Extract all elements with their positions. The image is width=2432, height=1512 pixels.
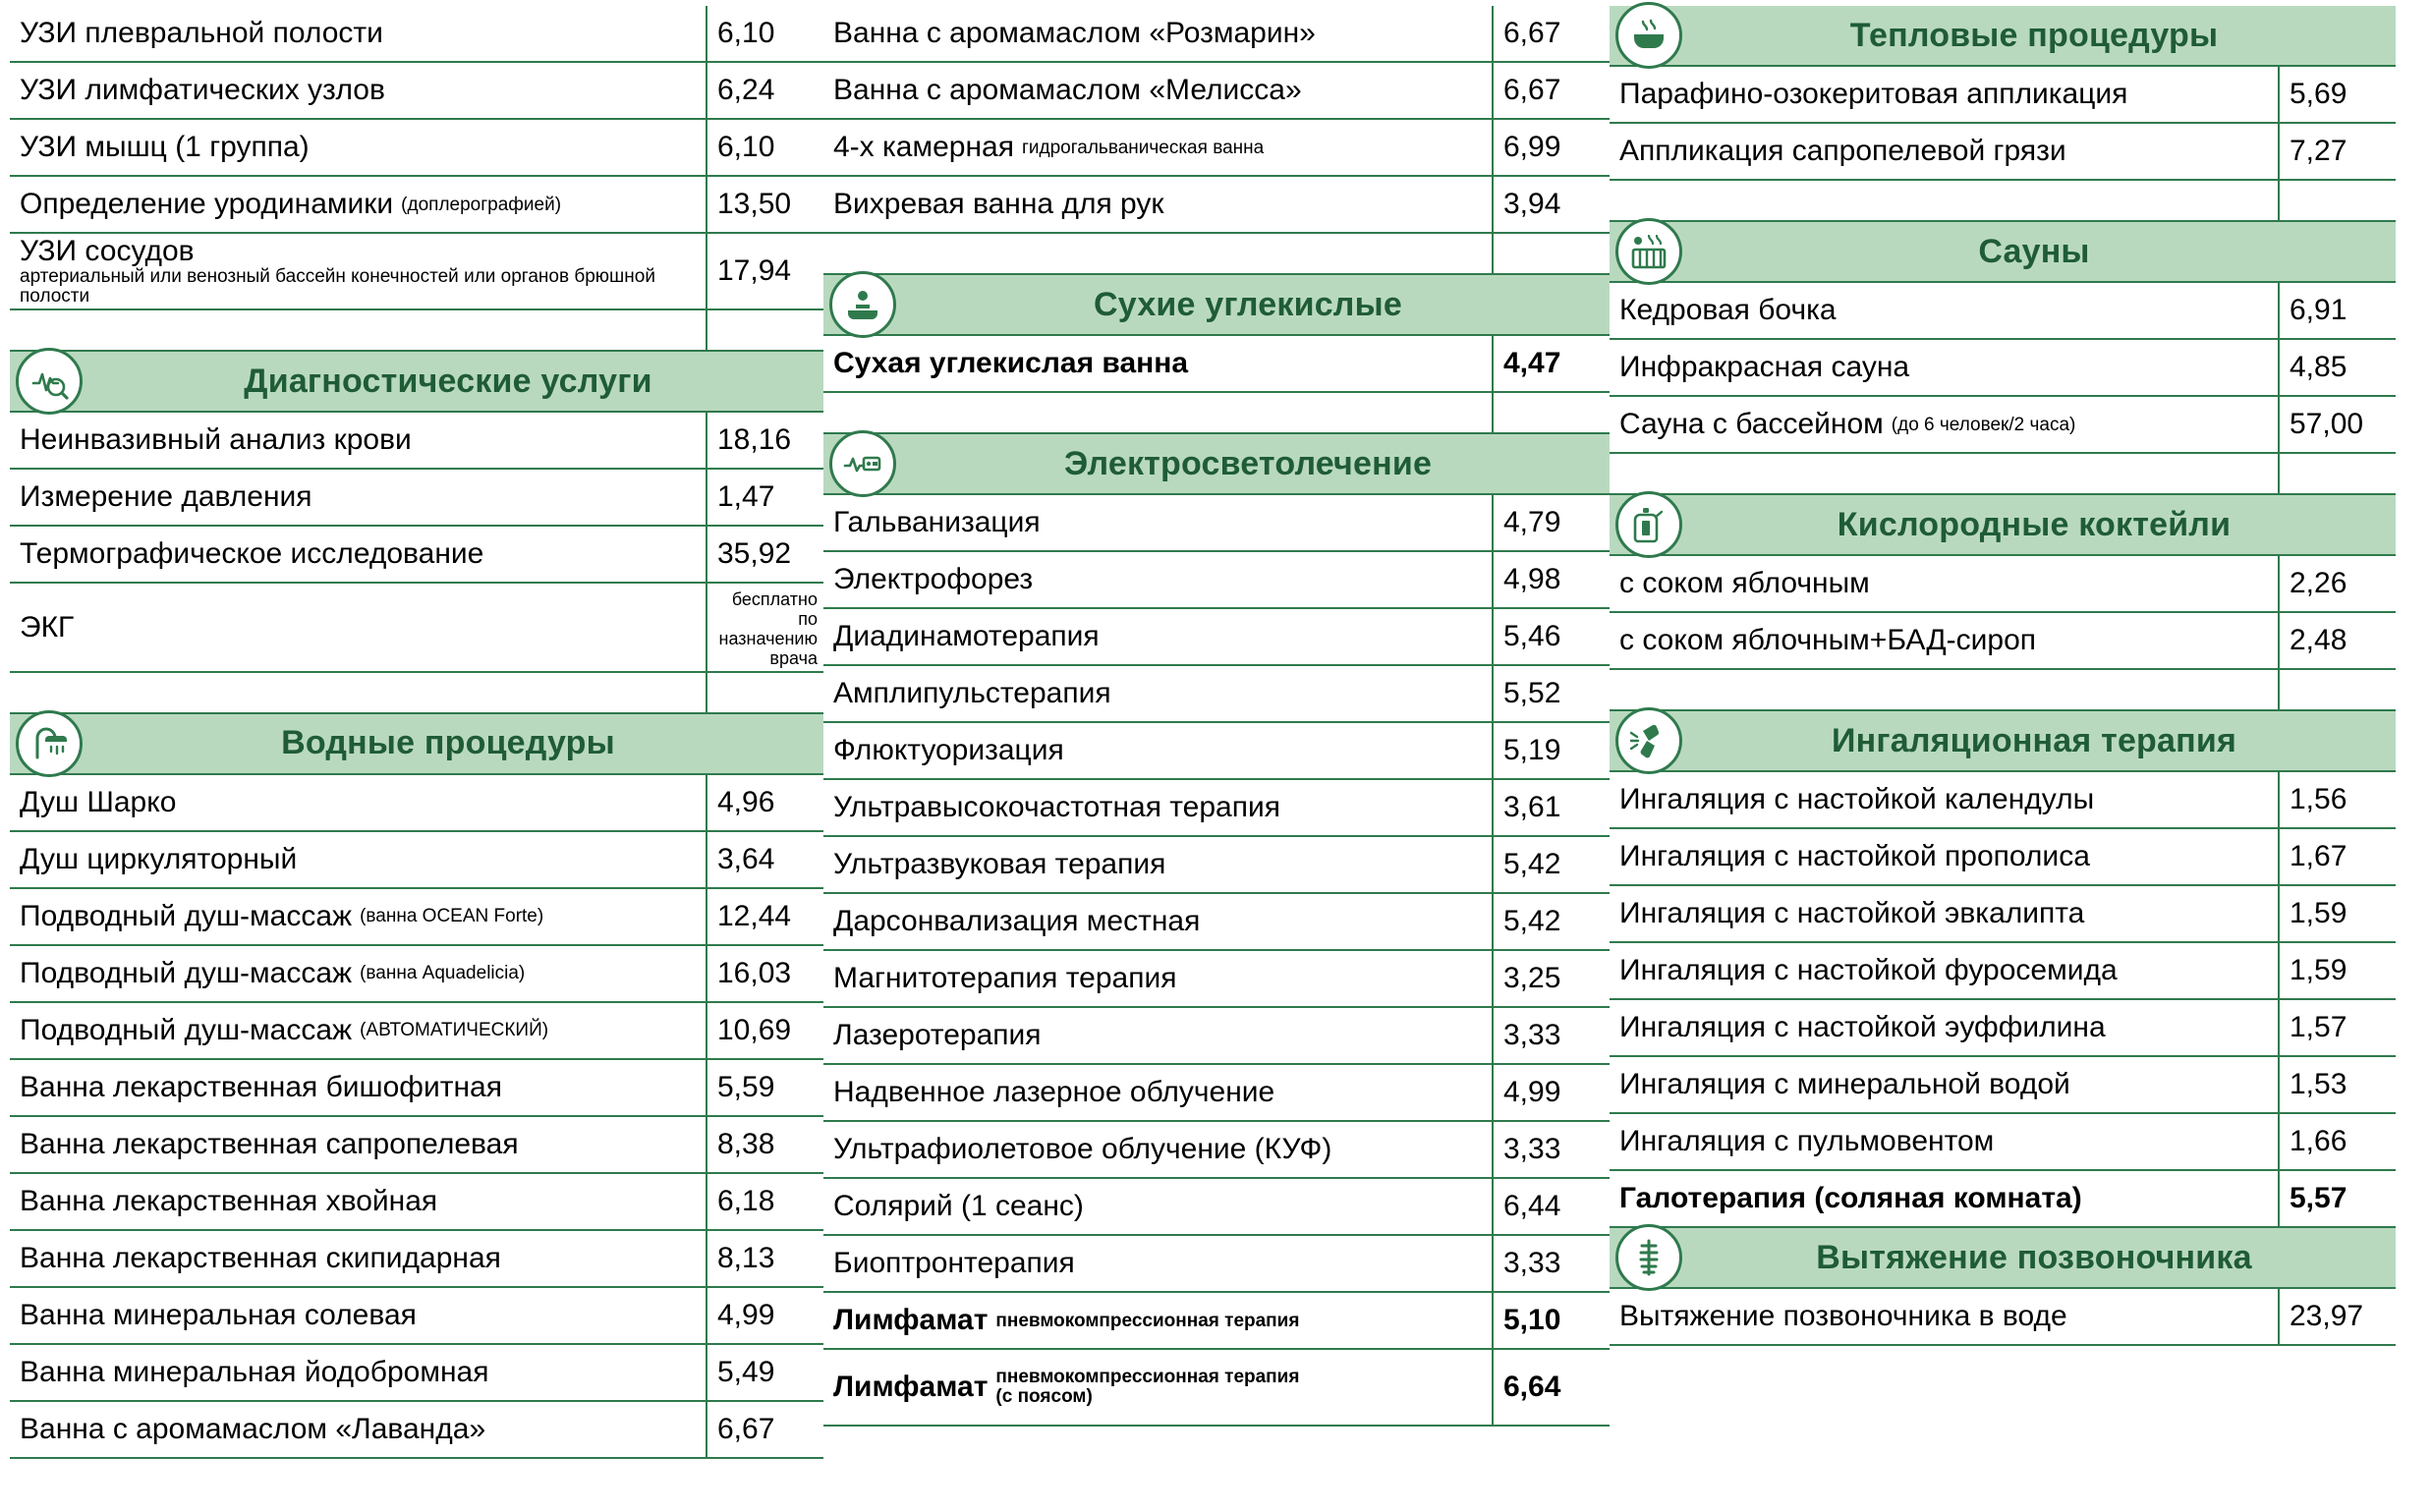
electro-icon: [829, 430, 896, 497]
section-header: [10, 714, 823, 775]
service-name: Парафино-озокеритовая аппликация: [1610, 67, 2280, 122]
service-price: 5,42: [1503, 848, 1561, 880]
price-row: [1610, 67, 2396, 124]
price-row: [10, 1174, 823, 1231]
price-row: [823, 894, 1610, 951]
service-price: 4,98: [1503, 563, 1561, 595]
spacer-row: [10, 673, 823, 714]
section-title: Кислородные коктейли: [1837, 505, 2232, 543]
service-price: 4,99: [717, 1298, 775, 1331]
price-row: [823, 1179, 1610, 1236]
service-name: [1610, 670, 2280, 709]
service-name: Дарсонвализация местная: [823, 894, 1494, 949]
price-row: [1610, 1114, 2396, 1171]
price-row: [10, 775, 823, 832]
service-name: Подводный душ-массаж (АВТОМАТИЧЕСКИЙ): [10, 1003, 707, 1058]
spacer-row: [1610, 670, 2396, 711]
service-price: 2,48: [2290, 624, 2347, 656]
service-name: 4-х камерная гидрогальваническая ванна: [823, 120, 1494, 175]
section-header: [1610, 711, 2396, 772]
service-name: Галотерапия (соляная комната): [1610, 1171, 2280, 1226]
price-row: [10, 1003, 823, 1060]
price-row: [10, 120, 823, 177]
service-name: Амплипульстерапия: [823, 666, 1494, 721]
price-row: [10, 6, 823, 63]
price-column-1: [10, 6, 823, 1459]
price-row: [10, 177, 823, 234]
price-row: [823, 1122, 1610, 1179]
spacer-row: [10, 310, 823, 352]
price-row: [1610, 613, 2396, 670]
service-price: 1,53: [2290, 1068, 2347, 1100]
dry-bath-icon: [829, 271, 896, 338]
price-row: [10, 527, 823, 584]
price-row: [1610, 829, 2396, 886]
service-name: Инфракрасная сауна: [1610, 340, 2280, 395]
service-price: 3,94: [1503, 188, 1561, 220]
service-price: 10,69: [717, 1013, 792, 1046]
service-price: 6,64: [1503, 1371, 1561, 1403]
service-price: [1494, 393, 1610, 432]
service-name: Ванна лекарственная скипидарная: [10, 1231, 707, 1286]
service-name: Ингаляция с настойкой прополиса: [1610, 829, 2280, 884]
price-row: [1610, 397, 2396, 454]
spacer-row: [823, 393, 1610, 434]
service-name: Лимфамат пневмокомпрессионная терапия (с поясом): [823, 1350, 1494, 1425]
service-price: 6,18: [717, 1184, 775, 1217]
service-price: 6,67: [1503, 17, 1561, 49]
service-name: Солярий (1 сеанс): [823, 1179, 1494, 1234]
price-row: [1610, 283, 2396, 340]
service-price: 1,66: [2290, 1125, 2347, 1157]
service-price: 4,47: [1503, 347, 1561, 379]
heat-icon: [1615, 2, 1682, 69]
price-row: [10, 470, 823, 527]
price-row: [823, 1350, 1610, 1427]
service-price: 8,38: [717, 1127, 775, 1160]
section-header: [1610, 6, 2396, 67]
service-price: [1494, 234, 1610, 273]
service-price: 6,67: [717, 1412, 775, 1445]
service-name: Измерение давления: [10, 470, 707, 525]
service-name: Ингаляция с настойкой эвкалипта: [1610, 886, 2280, 941]
service-price: 3,33: [1503, 1019, 1561, 1051]
service-name: [823, 393, 1494, 432]
service-price: 3,33: [1503, 1247, 1561, 1279]
price-row: [823, 495, 1610, 552]
service-price: [707, 673, 823, 712]
service-price: 35,92: [717, 537, 792, 570]
price-row: [1610, 1057, 2396, 1114]
service-price: 6,44: [1503, 1190, 1561, 1222]
service-name: Ингаляция с пульмовентом: [1610, 1114, 2280, 1169]
price-row: [823, 1065, 1610, 1122]
price-row: [10, 1231, 823, 1288]
price-row: [823, 177, 1610, 234]
price-row: [1610, 1289, 2396, 1346]
price-row: [823, 1236, 1610, 1293]
spacer-row: [823, 234, 1610, 275]
price-row: [1610, 340, 2396, 397]
section-header: [823, 434, 1610, 495]
service-price: [2280, 181, 2396, 220]
service-name: Подводный душ-массаж (ванна OCEAN Forte): [10, 889, 707, 944]
section-header: [1610, 222, 2396, 283]
service-name: УЗИ плевральной полости: [10, 6, 707, 61]
service-name: Ванна минеральная солевая: [10, 1288, 707, 1343]
service-name: УЗИ мышц (1 группа): [10, 120, 707, 175]
shower-icon: [16, 710, 83, 777]
price-row: [823, 336, 1610, 393]
price-row: [10, 63, 823, 120]
service-name: Надвенное лазерное облучение: [823, 1065, 1494, 1120]
service-price: 4,85: [2290, 351, 2347, 383]
service-name: Душ циркуляторный: [10, 832, 707, 887]
oxygen-icon: [1615, 491, 1682, 558]
price-row: [823, 1293, 1610, 1350]
price-row: [10, 1117, 823, 1174]
price-row: [10, 889, 823, 946]
price-row: [10, 1060, 823, 1117]
service-price: 18,16: [717, 423, 792, 456]
spacer-row: [1610, 454, 2396, 495]
service-name: Сухая углекислая ванна: [823, 336, 1494, 391]
service-name: Ванна с аромамаслом «Мелисса»: [823, 63, 1494, 118]
service-name: [823, 234, 1494, 273]
price-row: [823, 723, 1610, 780]
service-name: Ингаляция с настойкой эуффилина: [1610, 1000, 2280, 1055]
service-name: [10, 673, 707, 712]
section-title: Электросветолечение: [1063, 444, 1433, 482]
inhaler-icon: [1615, 707, 1682, 774]
service-price: 6,24: [717, 74, 775, 106]
service-name: [1610, 454, 2280, 493]
price-row: [823, 6, 1610, 63]
price-row: [823, 666, 1610, 723]
service-price: 7,27: [2290, 135, 2347, 167]
price-column-2: [823, 6, 1610, 1427]
service-name: [10, 310, 707, 350]
service-name: УЗИ лимфатических узлов: [10, 63, 707, 118]
service-price: 5,42: [1503, 905, 1561, 937]
price-row: [823, 120, 1610, 177]
price-row: [1610, 124, 2396, 181]
service-price: 1,47: [717, 480, 775, 513]
service-name: Ванна лекарственная хвойная: [10, 1174, 707, 1229]
service-price: 3,25: [1503, 962, 1561, 994]
service-price: 3,61: [1503, 791, 1561, 823]
service-price: 6,67: [1503, 74, 1561, 106]
service-price: 1,56: [2290, 783, 2347, 815]
service-name: Ванна с аромамаслом «Розмарин»: [823, 6, 1494, 61]
service-price: 16,03: [717, 956, 792, 989]
service-name: Термографическое исследование: [10, 527, 707, 582]
service-name: Ванна с аромамаслом «Лаванда»: [10, 1402, 707, 1457]
service-price: 5,19: [1503, 734, 1561, 766]
price-row: [10, 234, 823, 310]
service-name: Ванна лекарственная бишофитная: [10, 1060, 707, 1115]
service-name: УЗИ сосудов артериальный или венозный бассейн конечностей или органов брюшной полости: [10, 234, 707, 308]
service-price: 13,50: [717, 188, 792, 220]
price-row: [10, 832, 823, 889]
section-title: Водные процедуры: [281, 724, 615, 762]
service-name: Диадинамотерапия: [823, 609, 1494, 664]
service-price: [2280, 670, 2396, 709]
price-columns: [10, 6, 2422, 1512]
service-name: Ультравысокочастотная терапия: [823, 780, 1494, 835]
diagnostics-icon: [16, 348, 83, 415]
spacer-row: [1610, 181, 2396, 222]
section-header: [823, 275, 1610, 336]
service-name: Аппликация сапропелевой грязи: [1610, 124, 2280, 179]
service-price: 4,96: [717, 785, 775, 818]
service-name: Ингаляция с настойкой календулы: [1610, 772, 2280, 827]
service-price: 3,64: [717, 842, 775, 875]
section-header: [1610, 1228, 2396, 1289]
service-price: 6,91: [2290, 294, 2347, 326]
service-price: 8,13: [717, 1241, 775, 1274]
service-name: Душ Шарко: [10, 775, 707, 830]
service-name: Вихревая ванна для рук: [823, 177, 1494, 232]
service-price: 6,99: [1503, 131, 1561, 163]
service-price: 1,59: [2290, 897, 2347, 929]
spine-icon: [1615, 1224, 1682, 1291]
service-name: Электрофорез: [823, 552, 1494, 607]
service-name: Ванна лекарственная сапропелевая: [10, 1117, 707, 1172]
service-price: 5,57: [2290, 1182, 2347, 1214]
service-price: 5,52: [1503, 677, 1561, 709]
price-row: [823, 609, 1610, 666]
service-name: Ингаляция с минеральной водой: [1610, 1057, 2280, 1112]
service-name: Ингаляция с настойкой фуросемида: [1610, 943, 2280, 998]
price-row: [1610, 1171, 2396, 1228]
price-row: [823, 780, 1610, 837]
service-price: 5,10: [1503, 1304, 1561, 1336]
price-row: [823, 63, 1610, 120]
price-row: [1610, 556, 2396, 613]
service-name: Лимфамат пневмокомпрессионная терапия: [823, 1293, 1494, 1348]
service-name: [1610, 181, 2280, 220]
service-price: 1,57: [2290, 1011, 2347, 1043]
price-row: [823, 552, 1610, 609]
service-name: Кедровая бочка: [1610, 283, 2280, 338]
sauna-icon: [1615, 218, 1682, 285]
section-title: Сауны: [1978, 232, 2090, 270]
service-name: Неинвазивный анализ крови: [10, 413, 707, 468]
service-name: Ультразвуковая терапия: [823, 837, 1494, 892]
section-header: [10, 352, 823, 413]
price-row: [10, 1288, 823, 1345]
service-name: Лазеротерапия: [823, 1008, 1494, 1063]
service-price: [707, 310, 823, 350]
price-row: [10, 413, 823, 470]
service-price: 5,49: [717, 1355, 775, 1388]
service-name: Подводный душ-массаж (ванна Aquadelicia): [10, 946, 707, 1001]
price-row: [1610, 772, 2396, 829]
service-price: 2,26: [2290, 567, 2347, 599]
service-price: бесплатно по назначению врача: [718, 589, 818, 669]
service-price: 23,97: [2290, 1300, 2364, 1332]
service-price: 3,33: [1503, 1133, 1561, 1165]
price-row: [823, 951, 1610, 1008]
service-price: 5,46: [1503, 620, 1561, 652]
service-name: с соком яблочным+БАД-сироп: [1610, 613, 2280, 668]
price-row: [10, 946, 823, 1003]
service-price: 5,69: [2290, 78, 2347, 110]
service-name: ЭКГ: [10, 584, 707, 671]
service-price: 4,79: [1503, 506, 1561, 538]
price-row: [1610, 1000, 2396, 1057]
section-header: [1610, 495, 2396, 556]
service-price: 4,99: [1503, 1076, 1561, 1108]
service-name: Биоптронтерапия: [823, 1236, 1494, 1291]
service-price: 12,44: [717, 899, 792, 932]
section-title: Ингаляционная терапия: [1831, 721, 2237, 759]
service-name: Сауна с бассейном (до 6 человек/2 часа): [1610, 397, 2280, 452]
service-price: [2280, 454, 2396, 493]
service-price: 6,10: [717, 131, 775, 163]
section-title: Тепловые процедуры: [1849, 16, 2219, 54]
price-row: [823, 1008, 1610, 1065]
service-price: 17,94: [717, 254, 792, 287]
price-row: [1610, 943, 2396, 1000]
service-name: Гальванизация: [823, 495, 1494, 550]
service-price: 1,67: [2290, 840, 2347, 872]
service-name: Определение уродинамики (доплерографией): [10, 177, 707, 232]
service-name: Вытяжение позвоночника в воде: [1610, 1289, 2280, 1344]
service-name: Ванна минеральная йодобромная: [10, 1345, 707, 1400]
price-row: [10, 1345, 823, 1402]
section-title: Вытяжение позвоночника: [1816, 1238, 2252, 1276]
service-price: 5,59: [717, 1070, 775, 1103]
service-price: 57,00: [2290, 408, 2364, 440]
service-price: 1,59: [2290, 954, 2347, 986]
section-title: Сухие углекислые: [1094, 285, 1402, 323]
service-name: Ультрафиолетовое облучение (КУФ): [823, 1122, 1494, 1177]
service-name: с соком яблочным: [1610, 556, 2280, 611]
service-name: Магнитотерапия терапия: [823, 951, 1494, 1006]
service-name: Флюктуоризация: [823, 723, 1494, 778]
section-title: Диагностические услуги: [244, 362, 652, 400]
price-row: [10, 584, 823, 673]
service-price: 6,10: [717, 17, 775, 49]
price-row: [823, 837, 1610, 894]
price-row: [10, 1402, 823, 1459]
price-row: [1610, 886, 2396, 943]
price-column-3: [1610, 6, 2396, 1346]
